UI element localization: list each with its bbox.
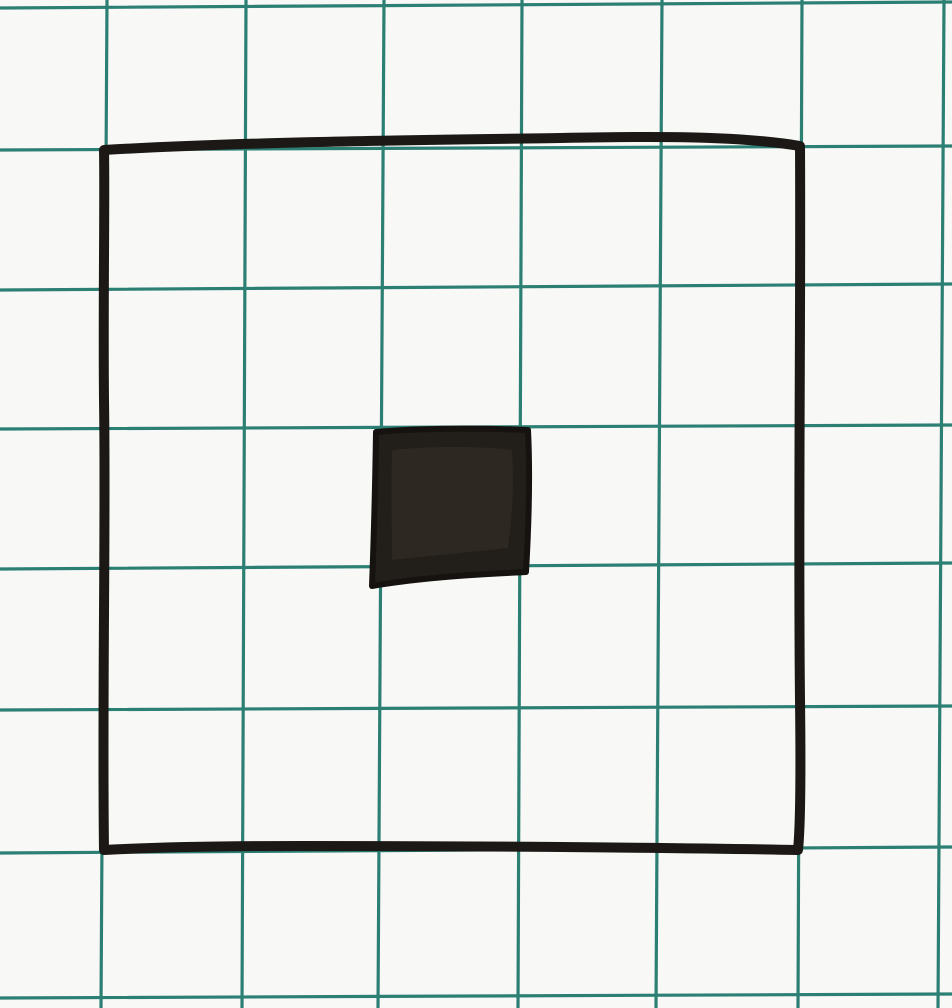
inner-filled-square (372, 429, 529, 586)
inner-square-sheen (392, 447, 513, 560)
